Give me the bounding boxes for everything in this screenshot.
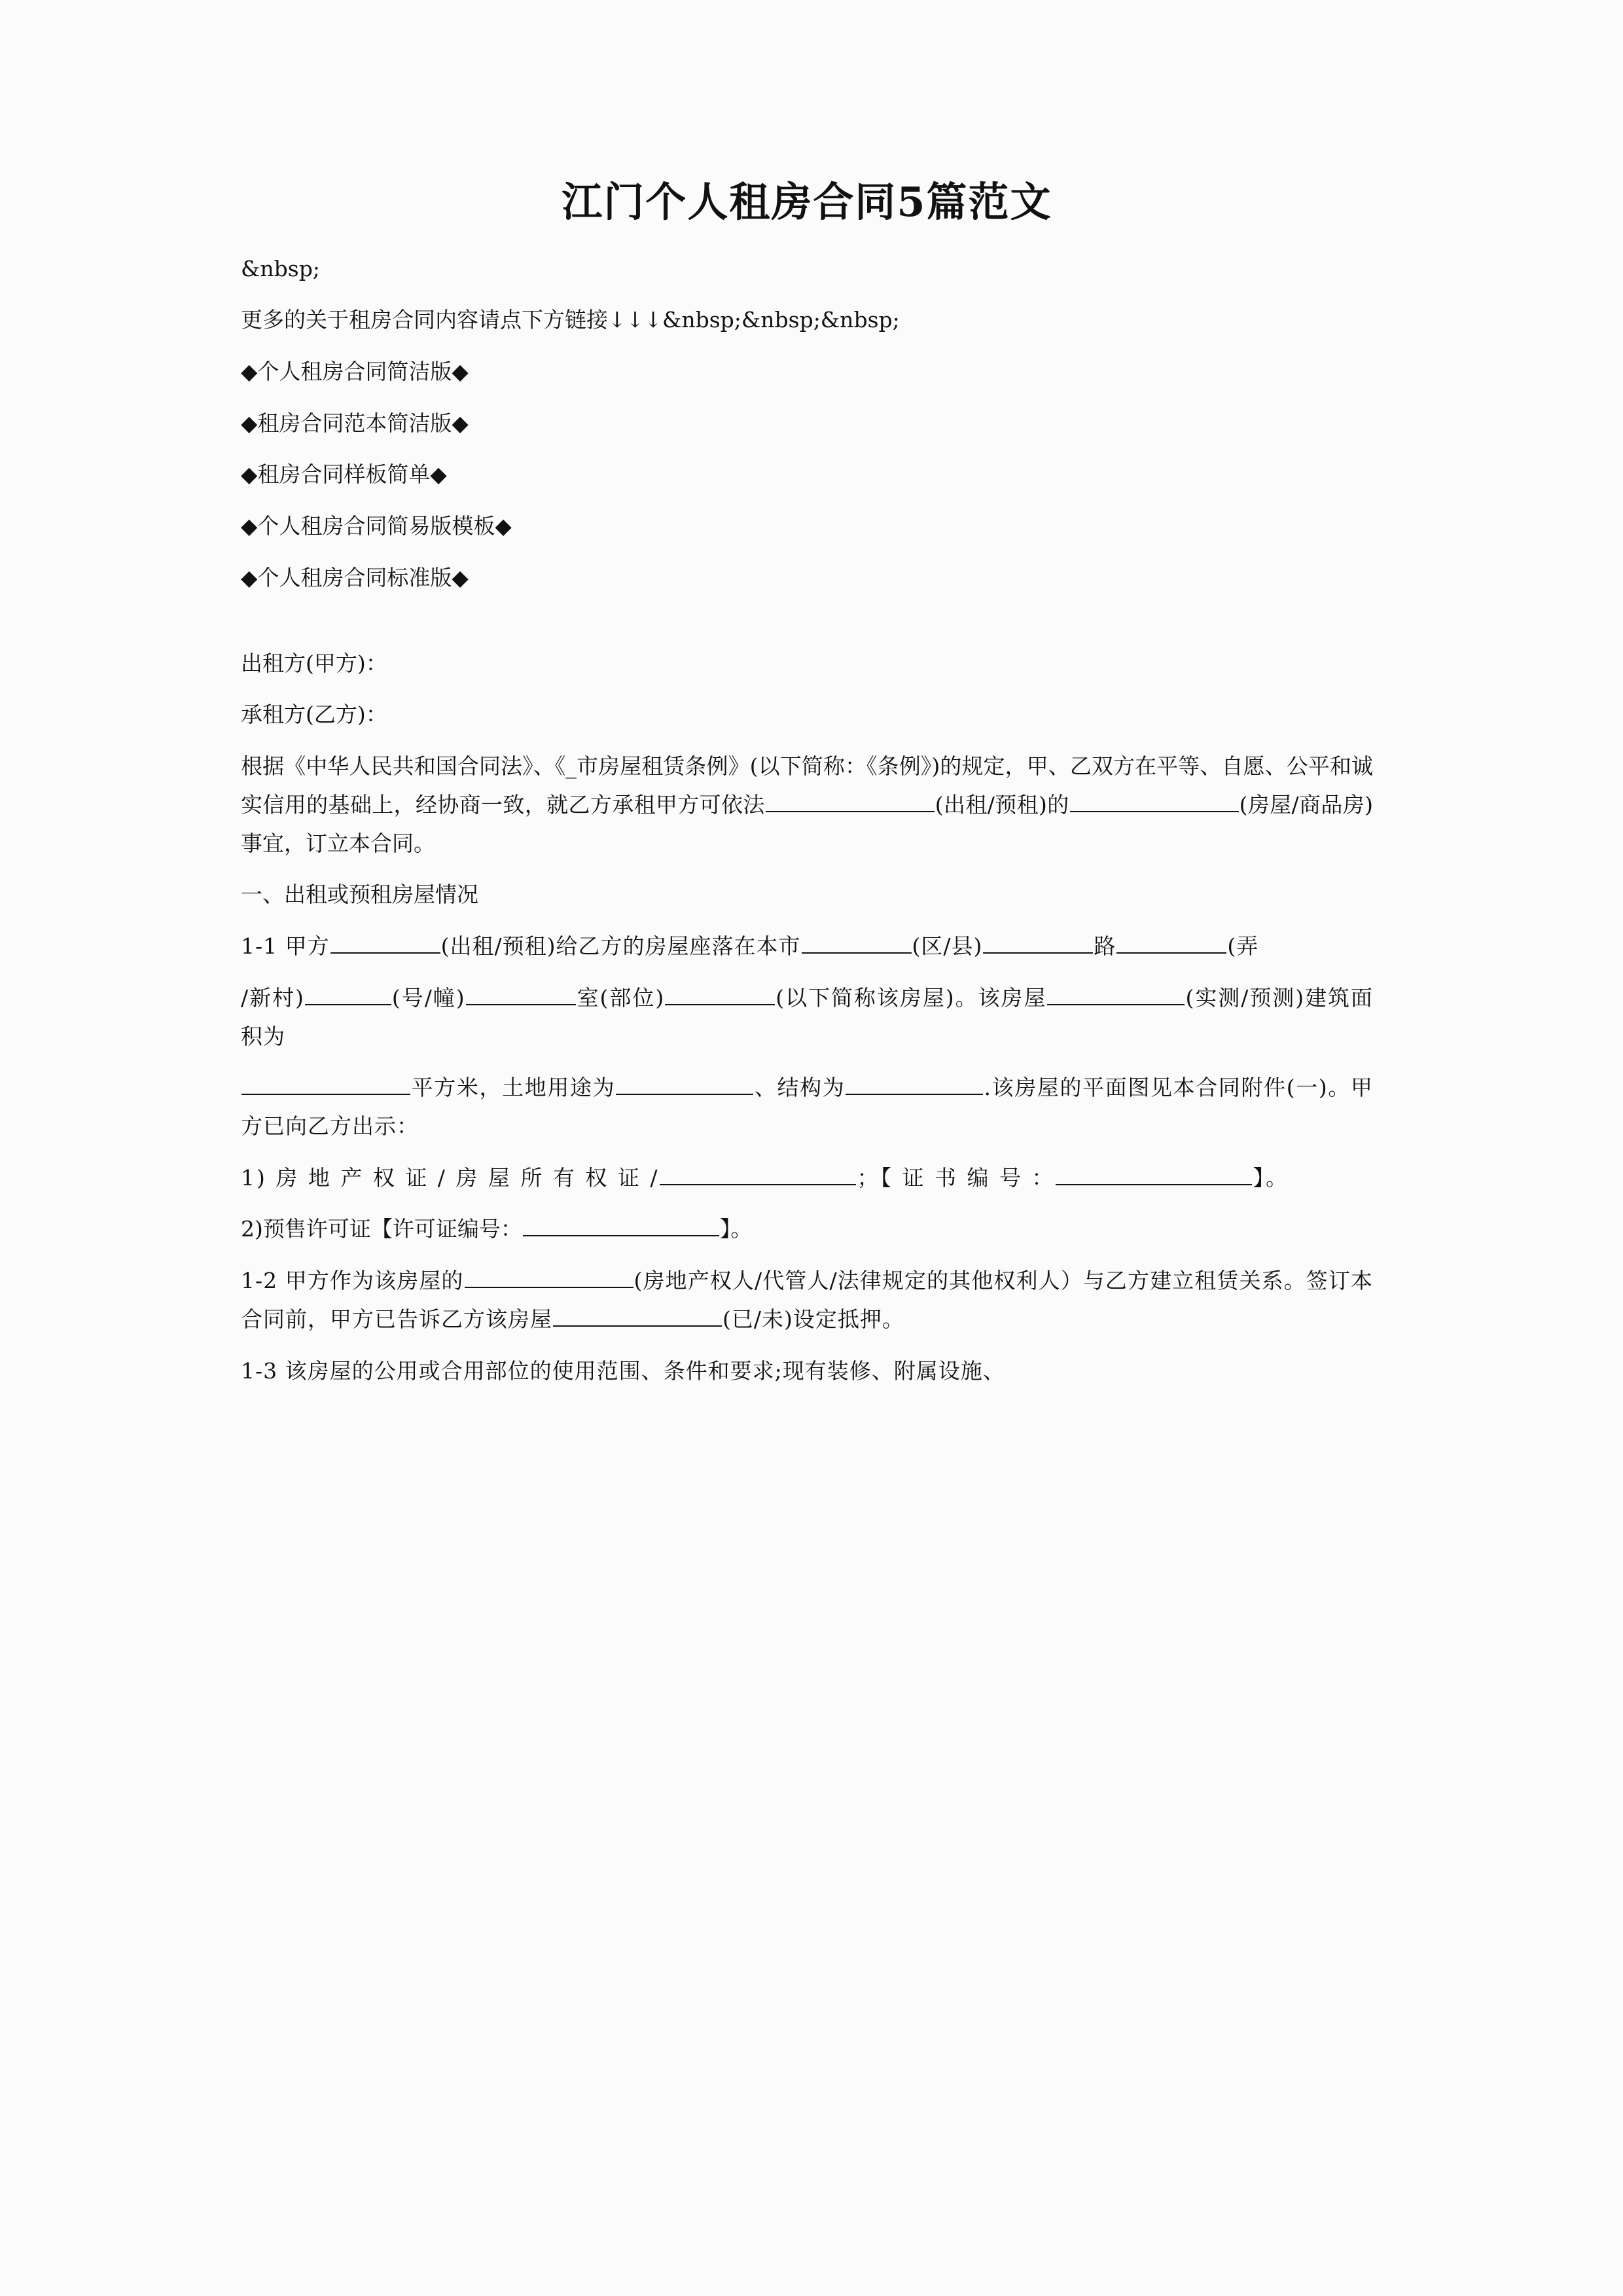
- clause-1-1: [241, 927, 1373, 966]
- clause-1-1-blank-9[interactable]: [241, 1074, 410, 1095]
- preamble-segment-2: (出租/预租)的: [935, 791, 1069, 817]
- section-spacer: [241, 611, 1373, 645]
- clause-1-3: 1-3 该房屋的公用或合用部位的使用范围、条件和要求;现有装修、附属设施、: [241, 1357, 1005, 1384]
- evidence-item-2: [241, 1210, 1373, 1249]
- clause-1-1-blank-1[interactable]: [330, 933, 440, 954]
- preamble-segment-1: 根据《中华人民共和国合同法》、《_市房屋租赁条例》(以下简称：《条例》)的规定，甲、乙双方在平等、自愿、公平和诚实信用的基础上，经协商一致，就乙方承租甲方可依法: [241, 753, 1373, 817]
- clause-1-1-seg-g: (号/幢): [391, 984, 465, 1011]
- clause-1-1-blank-7[interactable]: [665, 984, 775, 1005]
- evidence-2-seg-a: 2)预售许可证【许可证编号：: [241, 1216, 522, 1242]
- clause-1-1-seg-m: .该房屋的平面图见本合同附件(一)。甲方已向乙方出示：: [241, 1075, 1374, 1139]
- clause-1-2-seg-b: (房地产权人/代管人/法律规定的其他权利人）与乙方建立租赁关系。签订本合同前，甲方已告诉乙方该房屋: [241, 1268, 1373, 1332]
- nbsp-line: &nbsp;: [241, 255, 320, 281]
- evidence-1-seg-a: 1) 房 地 产 权 证 / 房 屋 所 有 权 证 /: [241, 1164, 660, 1191]
- clause-1-1-blank-8[interactable]: [1047, 984, 1185, 1005]
- link-item-2[interactable]: ◆租房合同范本简洁版◆: [241, 410, 469, 436]
- clause-1-2-seg-a: 1-2 甲方作为该房屋的: [241, 1268, 464, 1294]
- clause-1-1-area: [241, 1069, 1373, 1145]
- clause-1-1-blank-11[interactable]: [846, 1074, 983, 1095]
- clause-1-1-blank-5[interactable]: [305, 984, 391, 1005]
- clause-1-1-blank-4[interactable]: [1116, 933, 1226, 954]
- clause-1-1-seg-e: (弄: [1227, 933, 1259, 960]
- preamble-segment-3: (房屋/商品房)事宜，订立本合同。: [241, 791, 1374, 856]
- evidence-1-blank-1[interactable]: [660, 1164, 856, 1185]
- clause-1-1-cont: [241, 979, 1373, 1056]
- link-item-4[interactable]: ◆个人租房合同简易版模板◆: [241, 513, 512, 539]
- evidence-1-seg-c: 】。: [1253, 1164, 1289, 1191]
- clause-1-1-blank-2[interactable]: [802, 933, 912, 954]
- clause-1-2-blank-1[interactable]: [465, 1267, 633, 1288]
- clause-1-1-blank-6[interactable]: [466, 984, 576, 1005]
- link-item-5[interactable]: ◆个人租房合同标准版◆: [241, 564, 469, 590]
- evidence-1-blank-2[interactable]: [1056, 1164, 1252, 1185]
- document-content: [241, 177, 1373, 1403]
- clause-1-1-seg-k: 平方米，土地用途为: [411, 1075, 616, 1101]
- lessor-line: 出租方(甲方)：: [241, 650, 387, 676]
- clause-1-2: [241, 1262, 1373, 1338]
- evidence-1-seg-b: ；【 证 书 编 号 ：: [857, 1164, 1056, 1191]
- clause-1-1-seg-l: 、结构为: [754, 1075, 846, 1101]
- clause-1-2-seg-c: (已/未)设定抵押。: [722, 1306, 904, 1332]
- lessee-line: 承租方(乙方)：: [241, 702, 387, 728]
- clause-1-1-blank-3[interactable]: [983, 933, 1093, 954]
- clause-1-1-seg-c: (区/县): [912, 933, 983, 960]
- clause-1-1-seg-i: (以下简称该房屋)。该房屋: [776, 984, 1047, 1011]
- clause-1-1-seg-h: 室(部位): [576, 984, 665, 1011]
- clause-1-1-blank-10[interactable]: [616, 1074, 753, 1095]
- preamble-paragraph: [241, 747, 1373, 863]
- clause-1-1-seg-j: (实测/预测)建筑面积为: [241, 984, 1374, 1049]
- link-item-3[interactable]: ◆租房合同样板简单◆: [241, 461, 447, 488]
- clause-1-1-seg-f: /新村): [241, 984, 304, 1011]
- clause-1-1-seg-b: (出租/预租)给乙方的房屋座落在本市: [440, 933, 801, 960]
- evidence-2-seg-b: 】。: [719, 1216, 753, 1242]
- link-item-1[interactable]: ◆个人租房合同简洁版◆: [241, 358, 469, 384]
- clause-1-1-seg-a: 1-1 甲方: [241, 933, 330, 960]
- clause-1-1-seg-d: 路: [1094, 933, 1116, 960]
- evidence-item-1: [241, 1159, 1373, 1198]
- evidence-2-blank-1[interactable]: [523, 1215, 719, 1236]
- section-one-heading: 一、出租或预租房屋情况: [241, 882, 478, 908]
- preamble-blank-1[interactable]: [766, 791, 935, 812]
- page-title: 江门个人租房合同5篇范文: [562, 178, 1052, 226]
- more-links-line: 更多的关于租房合同内容请点下方链接↓↓↓&nbsp;&nbsp;&nbsp;: [241, 307, 900, 333]
- clause-1-2-blank-2[interactable]: [553, 1306, 722, 1327]
- preamble-blank-2[interactable]: [1070, 791, 1239, 812]
